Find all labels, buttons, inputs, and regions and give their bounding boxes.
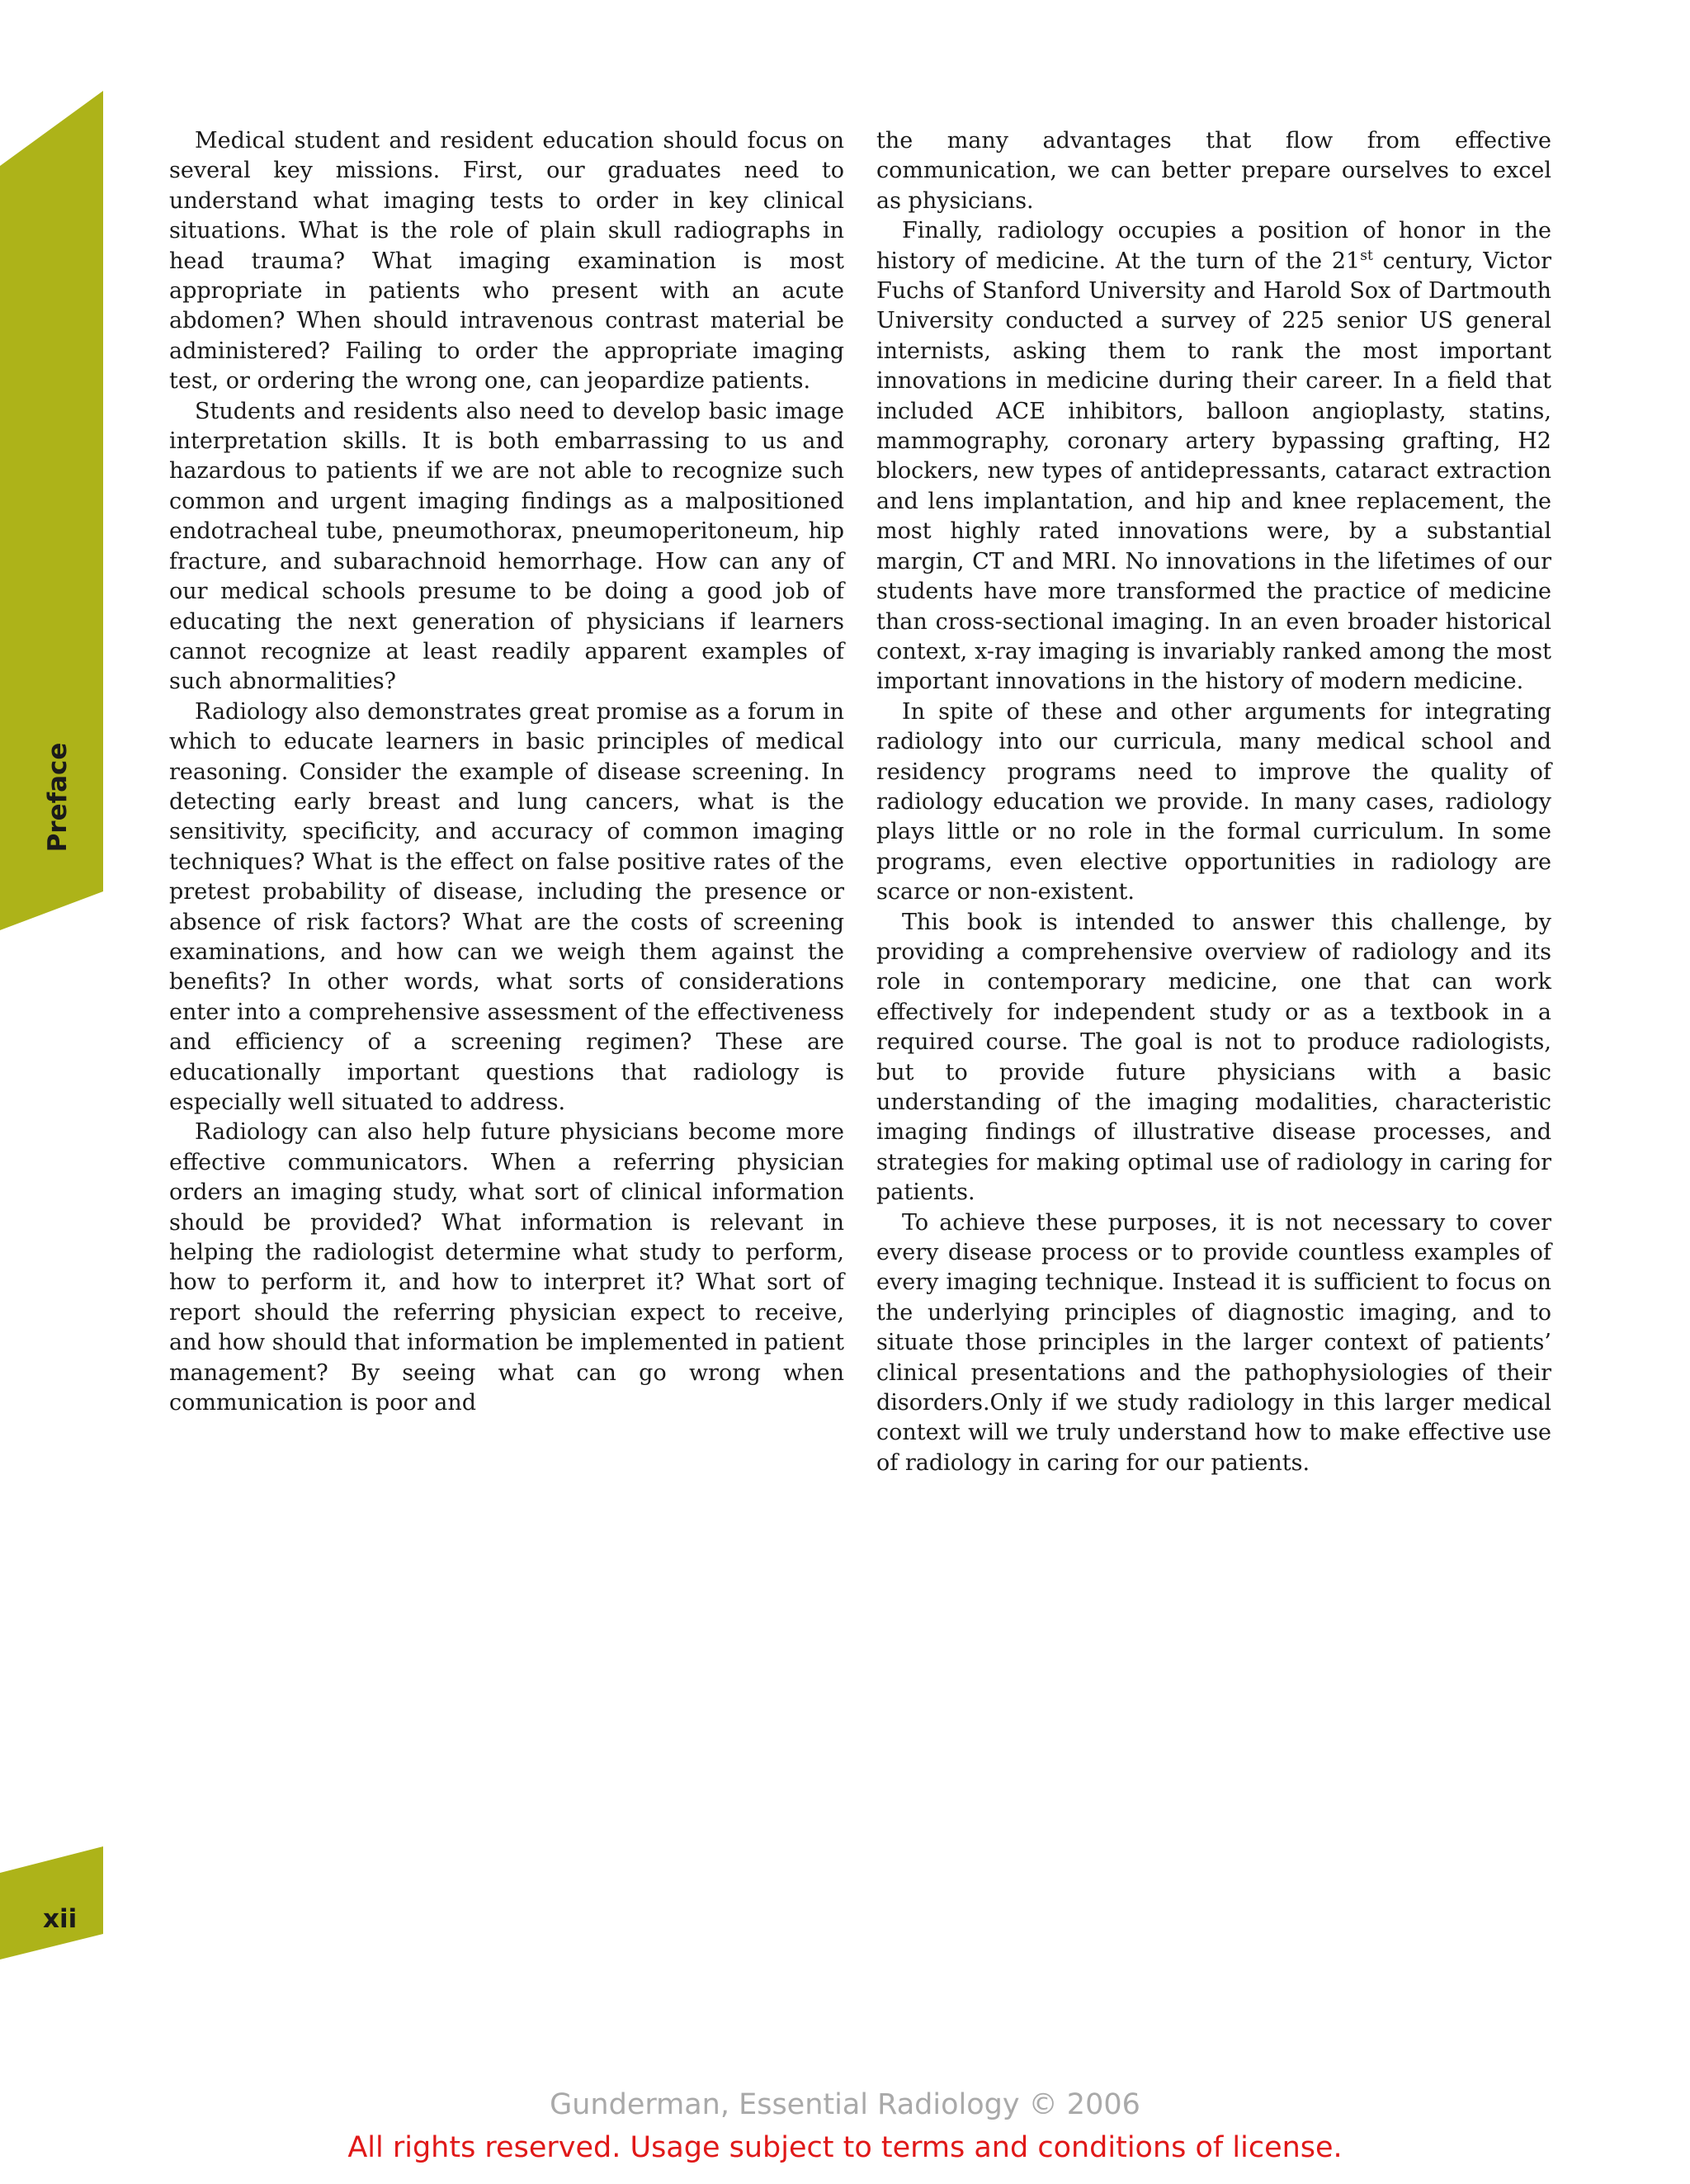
paragraph-history-of-medicine xyxy=(876,216,1551,697)
right-text-column xyxy=(876,126,1551,1478)
page-number-tab xyxy=(0,1846,103,1959)
paragraph-communicators: Radiology can also help future physicians become more effective communicators. When a referring physician orders an imaging study, what sort of clinical information should be provided? What information is relevant in helping the radiologist determine what study to perform, how to perform it, and how to interpret it? What sort of report should the referring physician expect to receive, and how should that information be implemented in patient management? By seeing what can go wrong when communication is poor and xyxy=(169,1119,844,1416)
paragraph-curricula: In spite of these and other arguments for integrating radiology into our curricula, many medical school and residency programs need to improve the quality of radiology education we provide. In many cases, radiology plays little or no role in the formal curriculum. In some programs, even elective opportunities in radiology are scarce or non-existent. xyxy=(876,698,1551,905)
page-number: xii xyxy=(43,1904,78,1934)
history-text-start: Finally, radiology occupies a position of honor in the history of medicine. At the turn of the 21 xyxy=(876,218,1551,274)
paragraph-education-missions: Medical student and resident education should focus on several key missions. First, our graduates need to understand what imaging tests to order in key clinical situations. What is the role of plain skull radiographs in head trauma? What imaging examination is most appropriate in patients who present with an acute abdomen? When should intravenous contrast material be administered? Failing to order the appropriate imaging test, or ordering the wrong one, can jeopardize patients. xyxy=(169,128,844,395)
left-text-column xyxy=(169,126,844,1418)
footer-license: All rights reserved. Usage subject to terms and conditions of license. xyxy=(347,2131,1343,2164)
paragraph-medical-reasoning: Radiology also demonstrates great promise as a forum in which to educate learners in basic principles of medical reasoning. Consider the example of disease screening. In detecting early breast and lung cancers, what is the sensitivity, specificity, and accuracy of common imaging techniques? What is the effect on false positive rates of the pretest probability of disease, including the presence or absence of risk factors? What are the costs of screening examinations, and how can we weigh them against the benefits? In other words, what sorts of considerations enter into a comprehensive assessment of the effectiveness and efficiency of a screening regimen? These are educationally important questions that radiology is especially well situated to address. xyxy=(169,698,844,1115)
paragraph-interpretation-skills: Students and residents also need to develop basic image interpretation skills. It is both embarrassing to us and hazardous to patients if we are not able to recognize such common and urgent imaging findings as a malpositioned endotracheal tube, pneumothorax, pneumoperitoneum, hip fracture, and subarachnoid hemorrhage. How can any of our medical schools presume to be doing a good job of educating the next generation of physicians if learners cannot recognize at least readily apparent examples of such abnormalities? xyxy=(169,398,844,695)
ordinal-superscript: st xyxy=(1360,247,1373,264)
footer-copyright: Gunderman, Essential Radiology © 2006 xyxy=(550,2088,1140,2121)
paragraph-principles: To achieve these purposes, it is not necessary to cover every disease process or to provide countless examples of every imaging technique. Instead it is sufficient to focus on the underlying principles of diagnostic imaging, and to situate those principles in the larger context of patients’ clinical presentations and the pathophysiologies of their disorders.Only if we study radiology in this larger medical context will we truly understand how to make effective use of radiology in caring for our patients. xyxy=(876,1209,1551,1476)
paragraph-book-purpose: This book is intended to answer this challenge, by providing a comprehensive overview of radiology and its role in contemporary medicine, one that can work effectively for independent study or as a textbook in a required course. The goal is not to produce radiologists, but to provide future physicians with a basic understanding of the imaging modalities, characteristic imaging findings of illustrative disease processes, and strategies for making optimal use of radiology in caring for patients. xyxy=(876,909,1551,1206)
paragraph-communicators-continued: the many advantages that flow from effective communication, we can better prepare ourselves to excel as physicians. xyxy=(876,128,1551,214)
history-text-rest: century, Victor Fuchs of Stanford University and Harold Sox of Dartmouth University conducted a survey of 225 senior US general internists, asking them to rank the most important innovations in medicine during their career. In a field that included ACE inhibitors, balloon angioplasty, statins, mammography, coronary artery bypassing grafting, H2 blockers, new types of antidepressants, cataract extraction and lens implantation, and hip and knee replacement, the most highly rated innovations were, by a substantial margin, CT and MRI. No innovations in the lifetimes of our students have more transformed the practice of medicine than cross-sectional imaging. In an even broader historical context, x-ray imaging is invariably ranked among the most important innovations in the history of modern medicine. xyxy=(876,248,1551,695)
section-tab-label: Preface xyxy=(43,742,73,853)
